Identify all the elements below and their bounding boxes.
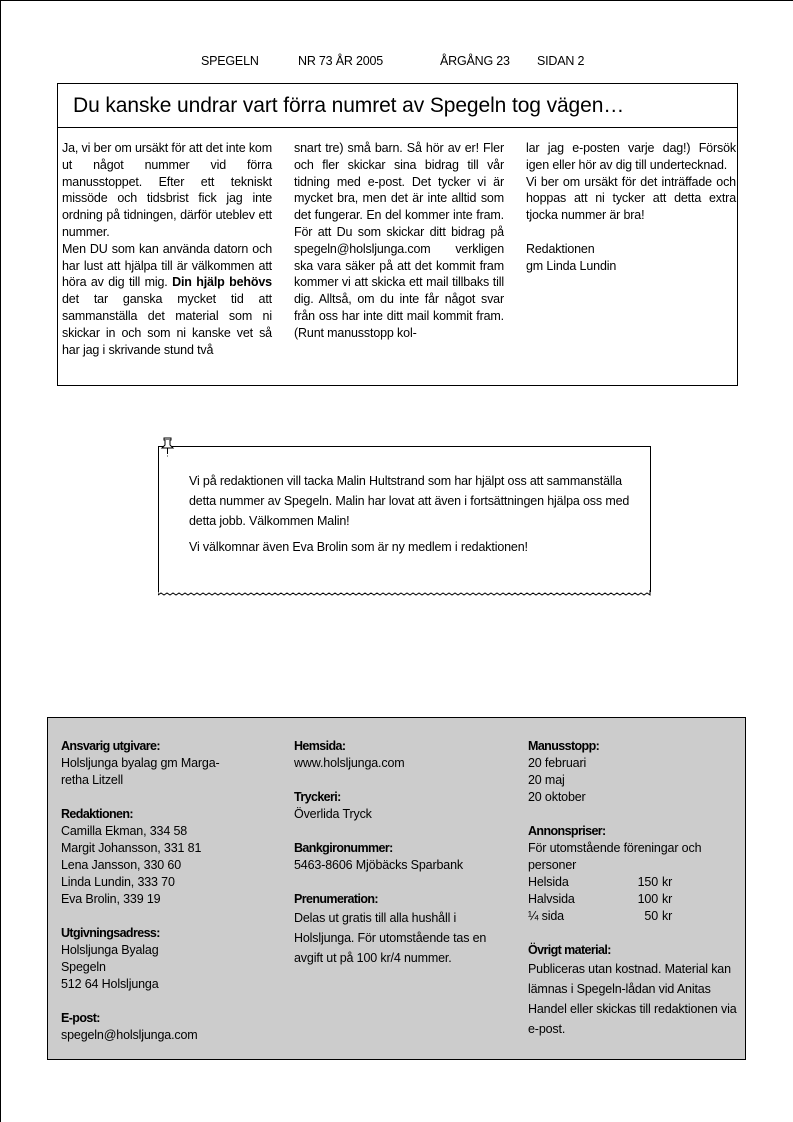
volume-number: ÅRGÅNG 23 [440, 54, 510, 68]
price-row [528, 891, 738, 908]
price-currency: kr [662, 892, 673, 906]
editorial-staff-section [61, 806, 286, 908]
section-label: Annonspriser: [528, 824, 606, 838]
colophon-column-3 [528, 738, 738, 1056]
section-label: E-post: [61, 1011, 100, 1025]
note-paragraph: Vi välkomnar även Eva Brolin som är ny medlem i redaktionen! [189, 540, 528, 554]
section-label: Tryckeri: [294, 790, 341, 804]
address-line: Spegeln [61, 960, 106, 974]
price-name: Helsida [528, 875, 569, 889]
article-paragraph: snart tre) små barn. Så hör av er! Fler och fler skickar sina bidrag till vår tidning med e-post. Det tycker vi är mycket bra, men det är inte alltid som det fungerar. En del kommer inte fram. För att Du som skickar ditt bidrag på spegeln@holsljunga.com verkligen ska vara säker på att det kommit fram kommer vi att skicka ett mail tillbaks till dig. Alltså, om du inte får något svar från oss har inte ditt mail kommit fram. (Runt manusstopp kol- [294, 141, 504, 340]
signature-line: Redaktionen [526, 241, 595, 256]
homepage-url: www.holsljunga.com [294, 756, 405, 770]
article-column-3 [526, 140, 736, 274]
staff-member: Eva Brolin, 339 19 [61, 892, 161, 906]
spacer [526, 224, 736, 241]
section-label: Hemsida: [294, 739, 346, 753]
note-paragraph: Vi på redaktionen vill tacka Malin Hultstrand som har hjälpt oss att sammanställa detta nummer av Spegeln. Malin har lovat att även i fortsättningen hjälpa oss med detta jobb. Välkommen Malin! [189, 474, 630, 528]
article-paragraph [62, 241, 272, 359]
publishing-address-section [61, 925, 286, 993]
section-label: Bankgironummer: [294, 841, 393, 855]
price-amount: 100 [637, 892, 658, 906]
price-amount: 150 [637, 875, 658, 889]
page-number: SIDAN 2 [537, 54, 585, 68]
subscription-text: Delas ut gratis till alla hushåll i Holsljunga. För utomstående tas en avgift ut på 100 kr/4 nummer. [294, 911, 487, 965]
section-line: Holsljunga byalag gm Marga- [61, 756, 220, 770]
section-label: Utgivningsadress: [61, 926, 160, 940]
article-paragraph: Ja, vi ber om ursäkt för att det inte kom ut något nummer vid förra manusstoppet. Efter ett tekniskt missöde och tidsbrist fick jag inte ordning på tidningen, därför uteblev ett nummer. [62, 141, 272, 239]
email-address: spegeln@holsljunga.com [61, 1028, 198, 1042]
deadline-date: 20 maj [528, 773, 565, 787]
text-run: det tar ganska mycket tid att sammanställa det material som ni skickar in och som ni kanske vet så har jag i skrivande stund två [62, 292, 272, 357]
article-column-2 [294, 140, 504, 342]
running-header [0, 54, 793, 70]
deadline-date: 20 februari [528, 756, 587, 770]
publication-name: SPEGELN [201, 54, 259, 68]
price-row [528, 874, 738, 891]
staff-member: Margit Johansson, 331 81 [61, 841, 202, 855]
section-label: Redaktionen: [61, 807, 133, 821]
torn-edge-decoration [158, 588, 651, 598]
colophon-box [47, 717, 746, 1060]
article-title: Du kanske undrar vart förra numret av Spegeln tog vägen… [58, 84, 737, 128]
subscription-section [294, 891, 519, 968]
section-label: Övrigt material: [528, 943, 611, 957]
price-currency: kr [662, 909, 673, 923]
staff-member: Lena Jansson, 330 60 [61, 858, 182, 872]
ad-prices-intro: För utomstående föreningar och personer [528, 841, 702, 872]
deadline-date: 20 oktober [528, 790, 586, 804]
printer-section [294, 789, 519, 823]
article-column-1 [62, 140, 272, 358]
staff-member: Camilla Ekman, 334 58 [61, 824, 188, 838]
homepage-section [294, 738, 519, 772]
section-label: Prenumeration: [294, 892, 378, 906]
staff-member: Linda Lundin, 333 70 [61, 875, 175, 889]
email-section [61, 1010, 286, 1044]
price-amount: 50 [644, 909, 658, 923]
section-label: Ansvarig utgivare: [61, 739, 160, 753]
printer-name: Överlida Tryck [294, 807, 372, 821]
ad-prices-section [528, 823, 738, 925]
address-line: 512 64 Holsljunga [61, 977, 159, 991]
issue-number: NR 73 ÅR 2005 [298, 54, 383, 68]
text-run: Men DU som kan använda datorn och har lust att hjälpa till är välkommen att höra av dig till mig. [62, 241, 272, 290]
other-material-section [528, 942, 738, 1039]
article-paragraph: lar jag e-posten varje dag!) Försök igen eller hör av dig till undertecknad. [526, 141, 736, 172]
address-line: Holsljunga Byalag [61, 943, 159, 957]
bankgiro-number: 5463-8606 Mjöbäcks Sparbank [294, 858, 463, 872]
article-box [57, 83, 738, 386]
price-name: Halvsida [528, 892, 575, 906]
page-border-top [0, 0, 793, 1]
colophon-column-1 [61, 738, 286, 1061]
note-box [158, 446, 651, 592]
price-currency: kr [662, 875, 673, 889]
price-row [528, 908, 738, 925]
emphasis-text: Din hjälp behövs [172, 275, 272, 290]
responsible-publisher-section [61, 738, 286, 789]
deadline-section [528, 738, 738, 806]
colophon-column-2 [294, 738, 519, 985]
bankgiro-section [294, 840, 519, 874]
article-paragraph: Vi ber om ursäkt för det inträffade och hoppas att ni tycker att detta extra tjocka nummer är bra! [526, 174, 736, 223]
section-label: Manusstopp: [528, 739, 600, 753]
page-border-left [0, 0, 1, 1122]
other-material-text: Publiceras utan kostnad. Material kan lämnas i Spegeln-lådan vid Anitas Handel eller skickas till redaktionen via e-post. [528, 962, 737, 1036]
price-name: ¼ sida [528, 909, 564, 923]
pushpin-icon [159, 437, 177, 459]
note-text [189, 471, 639, 563]
signature-line: gm Linda Lundin [526, 258, 617, 273]
section-line: retha Litzell [61, 773, 123, 787]
